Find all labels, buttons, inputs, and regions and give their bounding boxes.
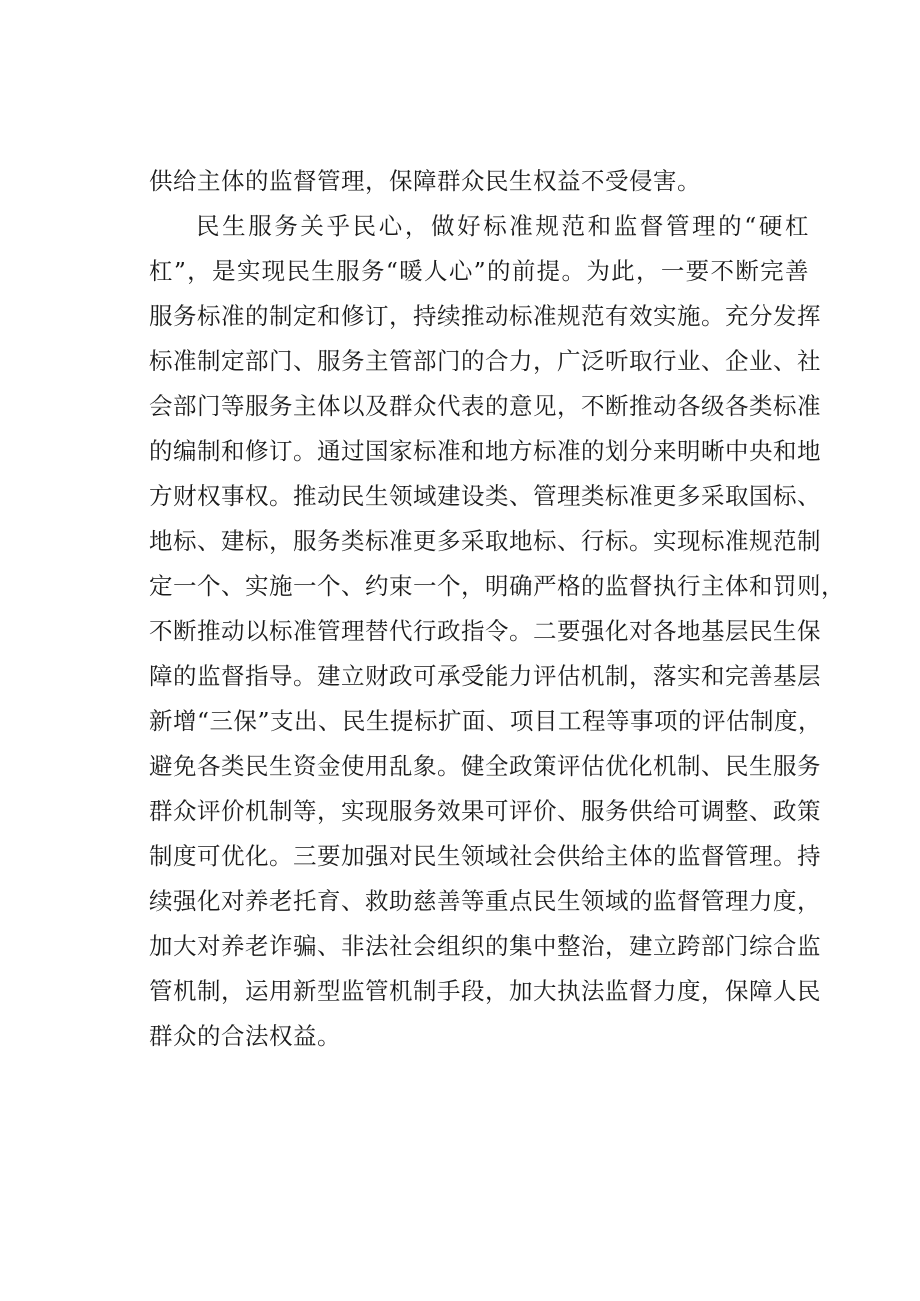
paragraph-line: 续强化对养老托育、救助慈善等重点民生领域的监督管理力度， <box>149 887 821 915</box>
paragraph-line: 障的监督指导。建立财政可承受能力评估机制，落实和完善基层 <box>149 662 821 690</box>
paragraph-line: 杠”，是实现民生服务“暖人心”的前提。为此，一要不断完善 <box>149 257 809 285</box>
paragraph-line: 地标、建标，服务类标准更多采取地标、行标。实现标准规范制 <box>149 527 821 555</box>
paragraph-line: 群众评价机制等，实现服务效果可评价、服务供给可调整、政策 <box>149 797 821 825</box>
paragraph-line: 民生服务关乎民心，做好标准规范和监督管理的“硬杠 <box>196 212 809 240</box>
paragraph-line: 会部门等服务主体以及群众代表的意见，不断推动各级各类标准 <box>149 392 821 420</box>
paragraph-line: 加大对养老诈骗、非法社会组织的集中整治，建立跨部门综合监 <box>149 932 821 960</box>
paragraph-line: 制度可优化。三要加强对民生领域社会供给主体的监督管理。持 <box>149 842 821 870</box>
paragraph-line: 群众的合法权益。 <box>149 1022 341 1050</box>
paragraph-line: 新增“三保”支出、民生提标扩面、项目工程等事项的评估制度， <box>149 707 823 735</box>
paragraph-line: 方财权事权。推动民生领域建设类、管理类标准更多采取国标、 <box>149 482 821 510</box>
paragraph-line: 不断推动以标准管理替代行政指令。二要强化对各地基层民生保 <box>149 617 821 645</box>
paragraph-line: 避免各类民生资金使用乱象。健全政策评估优化机制、民生服务 <box>149 752 821 780</box>
paragraph-line: 标准制定部门、服务主管部门的合力，广泛听取行业、企业、社 <box>149 347 821 375</box>
paragraph-line: 定一个、实施一个、约束一个，明确严格的监督执行主体和罚则， <box>149 572 845 600</box>
paragraph-line: 管机制，运用新型监管机制手段，加大执法监督力度，保障人民 <box>149 977 821 1005</box>
paragraph-line: 的编制和修订。通过国家标准和地方标准的划分来明晰中央和地 <box>149 437 821 465</box>
paragraph-line: 服务标准的制定和修订，持续推动标准规范有效实施。充分发挥 <box>149 302 821 330</box>
body-text <box>149 159 845 1059</box>
paragraph-line: 供给主体的监督管理，保障群众民生权益不受侵害。 <box>149 167 701 195</box>
